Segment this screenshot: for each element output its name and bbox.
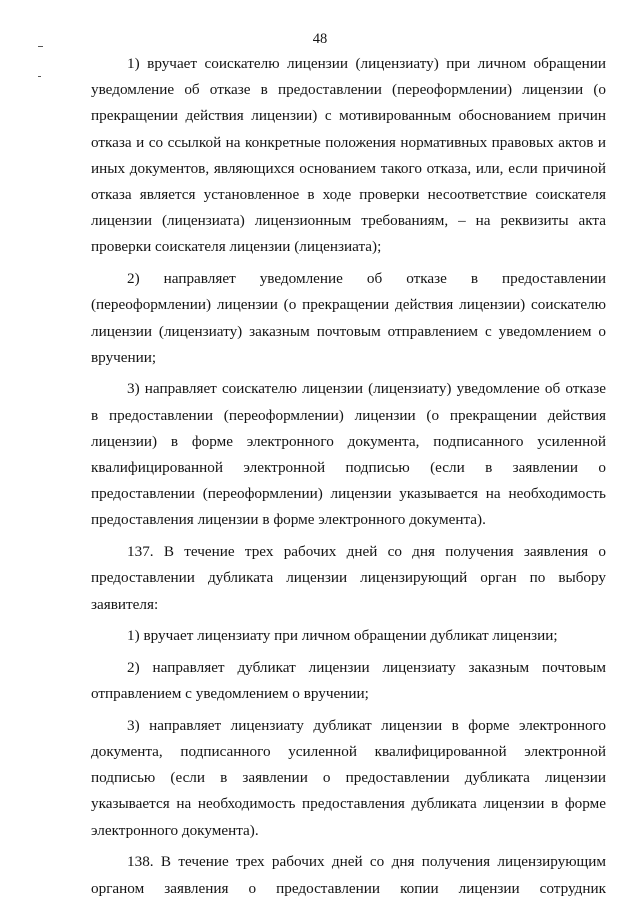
paragraph-item-3-electronic-notice: 3) направляет соискателю лицензии (лицензиату) уведомление об отказе в предоставлении (переоформлении) лицензии (о прекращении действия лицензии) в форме электронного документа, подписанного усиленной квалифицированной электронной подписью (если в заявлении о предоставлении (переоформлении) лицензии указывается на необходимость предоставления лицензии в форме электронного документа). bbox=[91, 380, 606, 529]
paragraph-137: 137. В течение трех рабочих дней со дня получения заявления о предоставлении дубликата лицензии лицензирующий орган по выбору заявителя: bbox=[91, 543, 606, 613]
page-number: 48 bbox=[312, 31, 328, 47]
paragraph-138: 138. В течение трех рабочих дней со дня получения лицензирующим органом заявления о предоставлении копии лицензии сотрудник bbox=[91, 853, 606, 897]
document-body bbox=[91, 51, 606, 907]
paragraph-137-item-2: 2) направляет дубликат лицензии лицензиату заказным почтовым отправлением с уведомлением о вручении; bbox=[91, 658, 606, 703]
margin-mark bbox=[38, 76, 41, 77]
paragraph-137-item-3: 3) направляет лицензиату дубликат лицензии в форме электронного документа, подписанного усиленной квалифицированной электронной подписью (если в заявлении о предоставлении дубликата лицензии указывается на необходимость предоставления дубликата лицензии в форме электронного документа). bbox=[91, 716, 606, 839]
paragraph-137-item-1: 1) вручает лицензиату при личном обращении дубликат лицензии; bbox=[127, 627, 558, 645]
paragraph-item-2-mail-notice: 2) направляет уведомление об отказе в предоставлении (переоформлении) лицензии (о прекращении действия лицензии) соискателю лицензии (лицензиату) заказным почтовым отправлением с уведомлением о вручении; bbox=[91, 270, 606, 366]
paragraph-item-1-handover-notice: 1) вручает соискателю лицензии (лицензиату) при личном обращении уведомление об отказе в предоставлении (переоформлении) лицензии (о прекращении действия лицензии) с мотивированным обоснованием причин отказа и со ссылкой на конкретные положения нормативных правовых актов и иных документов, являющихся основанием такого отказа, или, если причиной отказа является установленное в ходе проверки несоответствие соискателя лицензии (лицензиата) лицензионным требованиям, – на реквизиты акта проверки соискателя лицензии (лицензиата); bbox=[91, 55, 606, 256]
margin-mark bbox=[38, 46, 43, 47]
